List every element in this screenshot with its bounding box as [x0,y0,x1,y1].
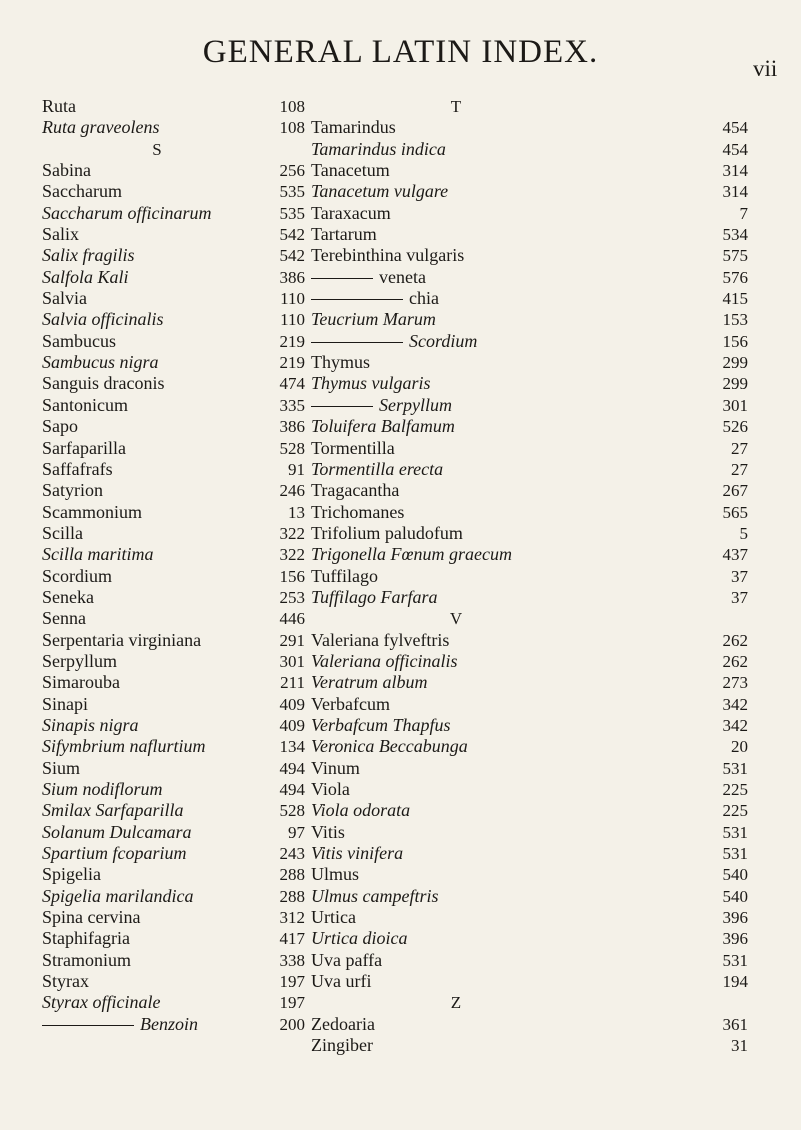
index-term-label: Sium nodiflorum [42,779,163,799]
page-reference: 246 [279,481,305,501]
index-term-label: Verbafcum Thapfus [311,714,451,735]
page-reference: 361 [722,1014,748,1034]
page-reference: 13 [288,502,305,522]
index-term [42,630,272,651]
page-reference: 31 [731,1036,748,1056]
index-term-label: Tormentilla erecta [311,458,444,479]
index-term [311,416,601,437]
index-term [311,331,601,352]
index-term-label: Seneka [42,586,94,607]
page-reference: 415 [722,289,748,309]
index-term [311,630,601,651]
index-term-label: Saffafrafs [42,458,113,479]
page-reference: 108 [279,97,305,116]
index-term-label: Scammonium [42,501,142,522]
page-reference: 243 [279,844,305,864]
index-term [42,309,272,330]
index-term-label: Vinum [311,757,360,778]
index-term [311,672,601,693]
index-term-label: Thymus vulgaris [311,373,431,394]
page-reference: 273 [722,673,748,693]
index-term-label: Teucrium Marum [311,309,436,330]
index-term [311,139,601,160]
index-term-label: Spigelia [42,864,101,885]
index-term [311,736,601,757]
index-term-label: Urtica [311,907,356,928]
page-reference: 299 [722,374,748,394]
page-reference: 540 [722,886,748,906]
index-term [42,224,272,245]
index-term [311,224,601,245]
index-term [311,566,601,587]
ditto-dash [311,278,373,279]
page-reference [253,139,305,160]
index-term [311,181,601,202]
index-term-label: Simarouba [42,672,120,693]
index-term [42,267,272,288]
index-term [311,822,601,843]
index-term [311,160,601,181]
section-letter [311,992,601,1013]
index-term [42,715,272,736]
index-term [311,694,601,715]
index-term [311,886,601,907]
page-reference: 314 [722,161,748,181]
page-reference: 37 [731,587,748,607]
index-term-label: V [449,609,463,629]
index-term-label: Sambucus nigra [42,352,159,373]
index-term-label: Scordium [42,565,112,586]
index-term-label: Sapo [42,416,78,437]
page-reference: 535 [279,203,305,223]
index-term [42,566,272,587]
index-term-label: Tanacetum [311,160,390,181]
page-reference: 312 [279,908,305,928]
index-term-label: Tartarum [311,224,377,245]
index-term-label: Sinapis nigra [42,714,139,735]
index-term-label: Serpyllum [379,394,452,415]
page-reference: 474 [279,374,305,394]
index-term [311,395,601,416]
index-term [42,480,272,501]
index-term-label: Tamarindus [311,117,396,138]
index-term [42,373,272,394]
page-reference: 110 [280,289,305,309]
index-term [42,438,272,459]
index-term-label: Sium [42,757,81,778]
index-term [311,1035,601,1056]
right-terms-column [311,96,601,1056]
page-reference: 299 [722,353,748,373]
ditto-dash [311,342,403,343]
page-reference: 528 [279,801,305,821]
section-letter [311,96,601,117]
index-term-label: Benzoin [140,1013,198,1034]
index-term [42,822,272,843]
index-term-label: Salfola Kali [42,266,129,287]
index-term-label: Sinapi [42,693,89,714]
index-term-label: Ulmus campeftris [311,885,439,906]
page-reference: 20 [731,737,748,757]
page-reference: 262 [722,630,748,650]
page-reference: 494 [279,780,305,799]
page-reference: 27 [731,438,748,458]
index-term [311,245,601,266]
page-reference [698,96,748,117]
index-term [42,544,272,565]
index-term-label: veneta [379,266,426,287]
page-reference: 454 [722,118,748,138]
right-pages-column [698,96,748,1056]
page-reference: 322 [279,545,305,565]
page-reference: 288 [279,886,305,906]
index-term [311,459,601,480]
index-term-label: Z [450,993,462,1013]
index-term-label: Spina cervina [42,907,141,928]
page-reference: 454 [722,139,748,159]
page-reference: 219 [279,331,305,351]
page-reference: 301 [279,651,305,671]
index-term [42,245,272,266]
index-term [311,523,601,544]
index-term [42,694,272,715]
index-term [42,864,272,885]
index-term [311,502,601,523]
index-term-label: Ruta [42,96,76,116]
page-reference: 37 [731,566,748,586]
page-reference: 528 [279,438,305,458]
page-reference: 262 [722,651,748,671]
index-term [311,928,601,949]
page-reference: 540 [722,865,748,885]
index-term-label: Taraxacum [311,202,391,223]
index-term-label: Trifolium paludofum [311,522,463,543]
page-reference: 396 [722,908,748,928]
index-term [311,971,601,992]
page-reference: 417 [279,929,305,949]
page-reference: 194 [722,972,748,992]
page-reference: 531 [722,844,748,864]
index-term-label: Tuffilago [311,565,379,586]
index-term [311,373,601,394]
page-reference: 225 [722,801,748,821]
index-term-label: chia [409,288,439,309]
index-term [42,117,272,138]
index-term-label: Thymus [311,352,371,373]
index-term [311,1014,601,1035]
page-reference: 267 [722,481,748,501]
index-term-label: Sifymbrium naflurtium [42,736,206,757]
index-term-label: Terebinthina vulgaris [311,245,465,266]
index-term-label: Salvia officinalis [42,309,164,330]
index-term [311,544,601,565]
index-term [42,907,272,928]
page-reference: 534 [722,225,748,245]
index-term [42,459,272,480]
index-term-label: Tuffilago Farfara [311,586,438,607]
page-reference: 134 [279,737,305,757]
index-term [42,843,272,864]
index-term-label: Urtica dioica [311,928,408,949]
index-term-label: Satyrion [42,480,103,501]
page-reference: 27 [731,459,748,479]
index-term [311,907,601,928]
index-term [311,267,601,288]
page-reference: 335 [279,395,305,415]
index-term-label: Sarfaparilla [42,437,126,458]
index-term-label: Sabina [42,160,91,181]
left-terms-column [42,96,272,1035]
index-term [311,864,601,885]
index-term [42,736,272,757]
index-term-label: Zingiber [311,1035,373,1056]
ditto-dash [311,406,373,407]
index-term-label: Sambucus [42,330,116,351]
index-term-label: Viola odorata [311,800,411,821]
index-term [311,715,601,736]
index-term-label: T [450,97,462,116]
index-term [42,928,272,949]
index-term [42,971,272,992]
page-reference: 437 [722,545,748,565]
index-term-label: Salix [42,224,80,245]
page-reference: 535 [279,182,305,202]
page-reference [698,992,748,1013]
index-term [311,779,601,800]
index-term [42,181,272,202]
page-reference: 542 [279,246,305,266]
index-term-label: Spigelia marilandica [42,885,194,906]
index-term-label: Trichomanes [311,501,405,522]
ditto-dash [42,1025,134,1026]
page-reference [698,608,748,629]
page-reference: 576 [722,267,748,287]
page-reference: 153 [722,310,748,330]
page-reference: 565 [722,502,748,522]
index-term [311,438,601,459]
index-term [311,309,601,330]
page-reference: 200 [279,1014,305,1034]
index-term [42,160,272,181]
index-term-label: Staphifagria [42,928,130,949]
index-term-label: Zedoaria [311,1013,375,1034]
index-term [42,523,272,544]
index-term-label: Salvia [42,288,87,309]
index-term-label: Viola [311,779,350,799]
index-term-label: Tanacetum vulgare [311,181,449,202]
page-reference: 291 [279,630,305,650]
index-term [42,288,272,309]
page-reference: 301 [722,395,748,415]
page-reference: 314 [722,182,748,202]
index-term [42,950,272,971]
page-reference: 288 [279,865,305,885]
index-term-label: Santonicum [42,394,128,415]
index-term-label: Saccharum officinarum [42,202,212,223]
ditto-dash [311,299,403,300]
index-term [311,288,601,309]
index-term-label: Veronica Beccabunga [311,736,468,757]
index-term [311,480,601,501]
index-term [311,352,601,373]
index-term-label: Senna [42,608,86,629]
page-reference: 219 [279,353,305,373]
index-term-label: Uva paffa [311,949,383,970]
page-reference: 197 [279,993,305,1013]
page-reference: 575 [722,246,748,266]
index-term-label: Tragacantha [311,480,400,501]
index-term-label: Valeriana fylveftris [311,629,450,650]
page-reference: 156 [279,566,305,586]
page-reference: 197 [279,972,305,992]
index-term [42,651,272,672]
index-term-label: Vitis vinifera [311,843,404,864]
index-term [42,1014,272,1035]
index-term-label: Scilla [42,522,83,543]
index-term [311,587,601,608]
index-term-label: Tamarindus indica [311,138,446,159]
page-reference: 531 [722,758,748,778]
index-term-label: Verbafcum [311,693,390,714]
index-term-label: Spartium fcoparium [42,843,187,864]
index-term [42,96,272,117]
index-term-label: Salix fragilis [42,245,135,266]
section-letter [42,139,272,160]
index-term [42,203,272,224]
page-reference: 91 [288,459,305,479]
page-reference: 110 [280,310,305,330]
left-pages-column [253,96,305,1035]
page-reference: 338 [279,950,305,970]
index-term-label: Serpentaria virginiana [42,629,202,650]
index-term-label: Trigonella Fœnum graecum [311,544,512,565]
index-term [311,651,601,672]
page-reference: 386 [279,417,305,437]
page-reference: 446 [279,609,305,629]
index-term-label: Ulmus [311,864,360,885]
page-reference: 542 [279,225,305,245]
index-term-label: Scordium [409,330,478,351]
index-term-label: Serpyllum [42,650,117,671]
index-term [42,672,272,693]
index-term [42,758,272,779]
page-reference: 97 [288,822,305,842]
index-term [42,587,272,608]
index-term-label: Styrax [42,971,89,992]
index-term-label: Saccharum [42,181,122,202]
index-term-label: Solanum Dulcamara [42,821,192,842]
index-term [42,608,272,629]
index-term [311,117,601,138]
index-term [42,352,272,373]
page-reference: 386 [279,267,305,287]
index-term-label: Vitis [311,821,345,842]
page-reference: 531 [722,950,748,970]
index-term [42,779,272,800]
page-reference: 322 [279,523,305,543]
index-term-label: Ruta graveolens [42,117,160,138]
index-term [311,800,601,821]
page-reference: 409 [279,715,305,735]
index-term-label: Smilax Sarfaparilla [42,800,184,821]
index-term-label: Toluifera Balfamum [311,416,455,437]
index-term [42,395,272,416]
page-reference: 494 [279,758,305,778]
index-term [42,331,272,352]
page-reference: 409 [279,694,305,714]
page-reference: 108 [279,118,305,138]
page-reference: 156 [722,331,748,351]
page-reference: 7 [739,203,748,223]
page-reference: 256 [279,161,305,181]
index-term-label: Tormentilla [311,437,395,458]
index-term [42,800,272,821]
index-term [42,502,272,523]
page-reference: 211 [280,673,305,693]
page-reference: 526 [722,417,748,437]
page-reference: 531 [722,822,748,842]
index-term [42,886,272,907]
section-letter [311,608,601,629]
index-term-label: Uva urfi [311,971,372,992]
page-reference: 342 [722,715,748,735]
index-term-label: Styrax officinale [42,992,161,1013]
index-term [42,416,272,437]
index-term-label: S [152,139,162,159]
page-title: GENERAL LATIN INDEX. [202,34,599,70]
index-term-label: Sanguis draconis [42,373,165,394]
index-term [311,758,601,779]
page-reference: 5 [739,523,748,543]
page-number: vii [753,56,778,81]
page-reference: 342 [722,694,748,714]
index-term-label: Stramonium [42,949,131,970]
index-term [311,950,601,971]
page-reference: 225 [722,780,748,799]
index-term-label: Scilla maritima [42,544,154,565]
index-term-label: Veratrum album [311,672,428,693]
index-term [311,843,601,864]
index-term [42,992,272,1013]
page-reference: 253 [279,587,305,607]
index-term [311,203,601,224]
page-reference: 396 [722,929,748,949]
index-term-label: Valeriana officinalis [311,650,458,671]
